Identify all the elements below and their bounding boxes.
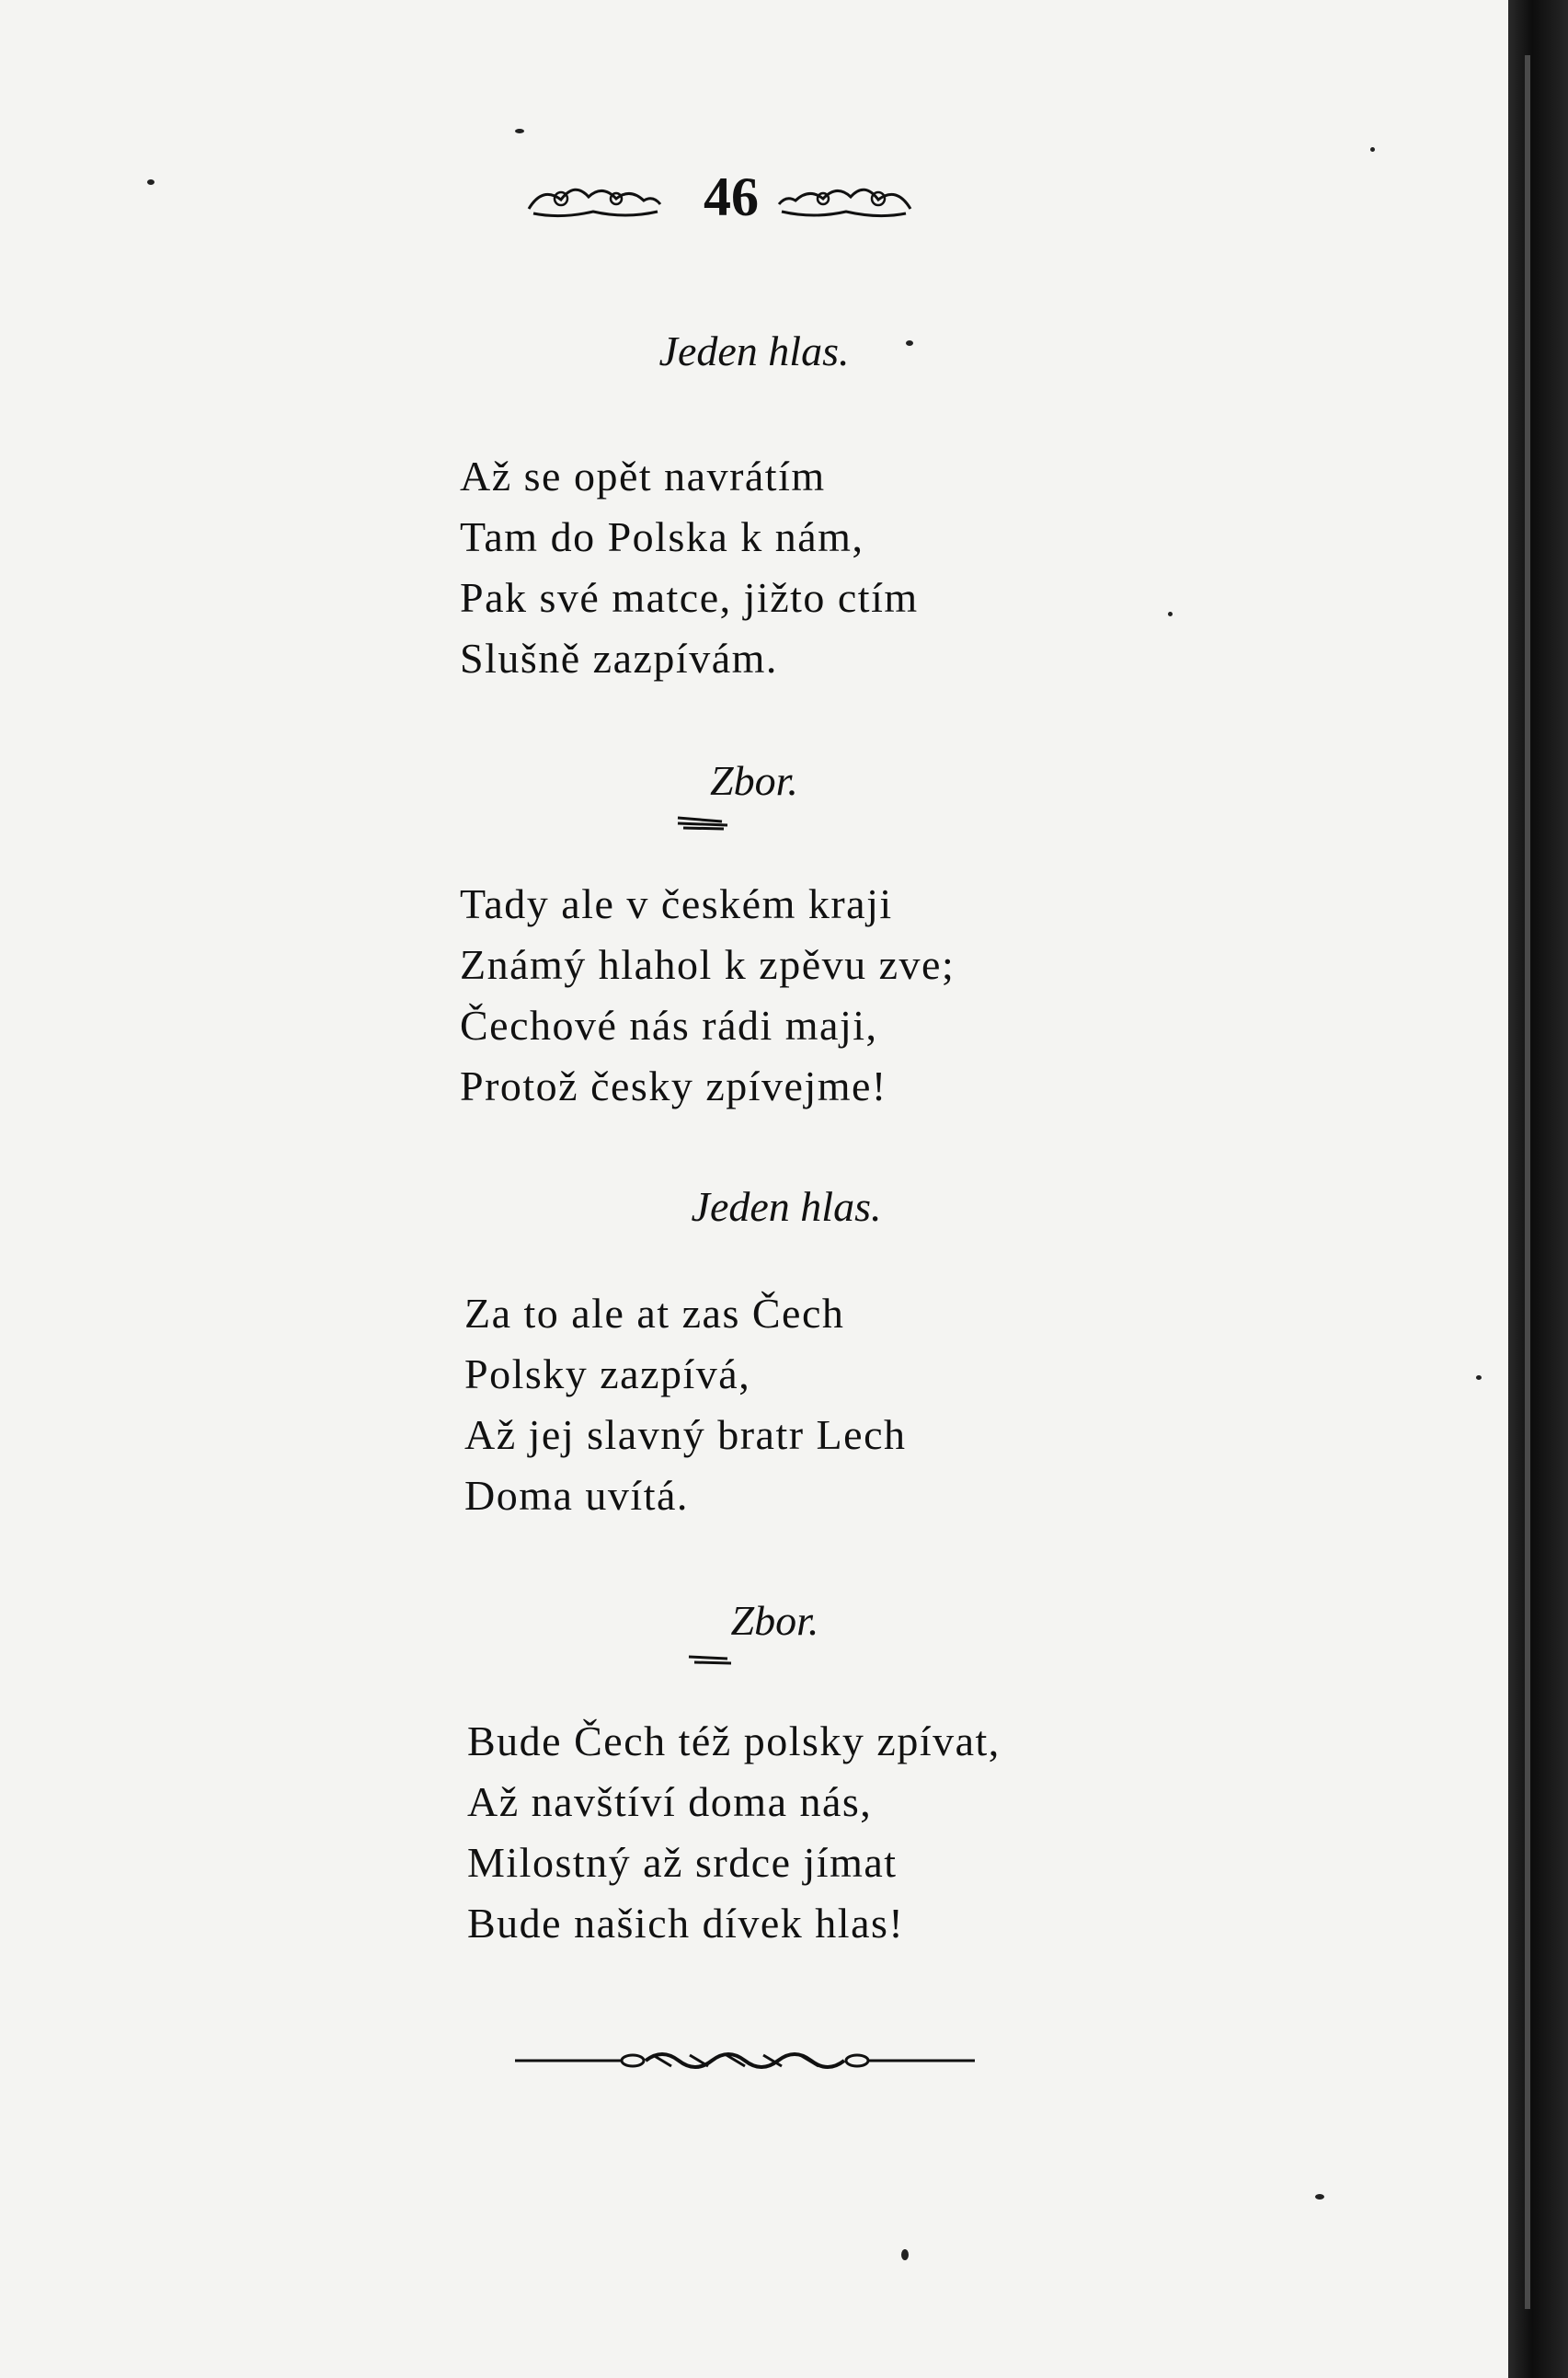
scan-speck [1476, 1375, 1482, 1380]
verse-line: Až se opět navrátím [460, 453, 826, 500]
scan-speck [515, 129, 524, 133]
verse-line: Polsky zazpívá, [464, 1350, 751, 1397]
verse-line: Tady ale v českém kraji [460, 880, 893, 927]
section-heading: Jeden hlas. [691, 1183, 882, 1230]
page-header [0, 166, 1508, 239]
verse-line: Pak své matce, jižto ctím [460, 574, 919, 621]
tailpiece-ornament-icon [515, 2042, 975, 2079]
verse-line: Protož česky zpívejme! [460, 1063, 887, 1109]
verse-line: Až jej slavný bratr Lech [464, 1411, 907, 1458]
scan-speck [147, 179, 155, 185]
verse-line: Bude našich dívek hlas! [467, 1900, 905, 1947]
verse-line: Tam do Polska k nám, [460, 513, 864, 560]
verse-line: Až navštíví doma nás, [467, 1778, 873, 1825]
section-heading: Zbor. [710, 757, 798, 804]
floral-ornament-left-icon [524, 177, 662, 223]
scan-speck [906, 340, 913, 346]
verse-line: Za to ale at zas Čech [464, 1290, 845, 1337]
stanza [467, 1711, 1203, 1954]
verse-line: Čechové nás rádi maji, [460, 1002, 878, 1049]
section-heading: Zbor. [730, 1597, 819, 1644]
floral-ornament-right-icon [777, 177, 915, 223]
book-binding-edge [1508, 0, 1568, 2378]
scan-speck [1315, 2194, 1324, 2200]
chorus-mark-icon [676, 814, 731, 831]
verse-line: Slušně zazpívám. [460, 635, 778, 682]
chorus-mark-icon [685, 1651, 740, 1668]
stanza [464, 1283, 1200, 1526]
verse-line: Známý hlahol k zpěvu zve; [460, 941, 956, 988]
scan-speck [1370, 147, 1375, 152]
verse-line: Milostný až srdce jímat [467, 1839, 898, 1886]
scan-speck [901, 2249, 909, 2260]
page-number: 46 [704, 167, 759, 227]
section-heading: Jeden hlas. [658, 327, 850, 374]
verse-line: Doma uvítá. [464, 1472, 689, 1519]
stanza [460, 874, 1196, 1117]
scan-speck [1168, 612, 1173, 616]
verse-line: Bude Čech též polsky zpívat, [467, 1717, 1001, 1764]
stanza [460, 446, 1196, 689]
